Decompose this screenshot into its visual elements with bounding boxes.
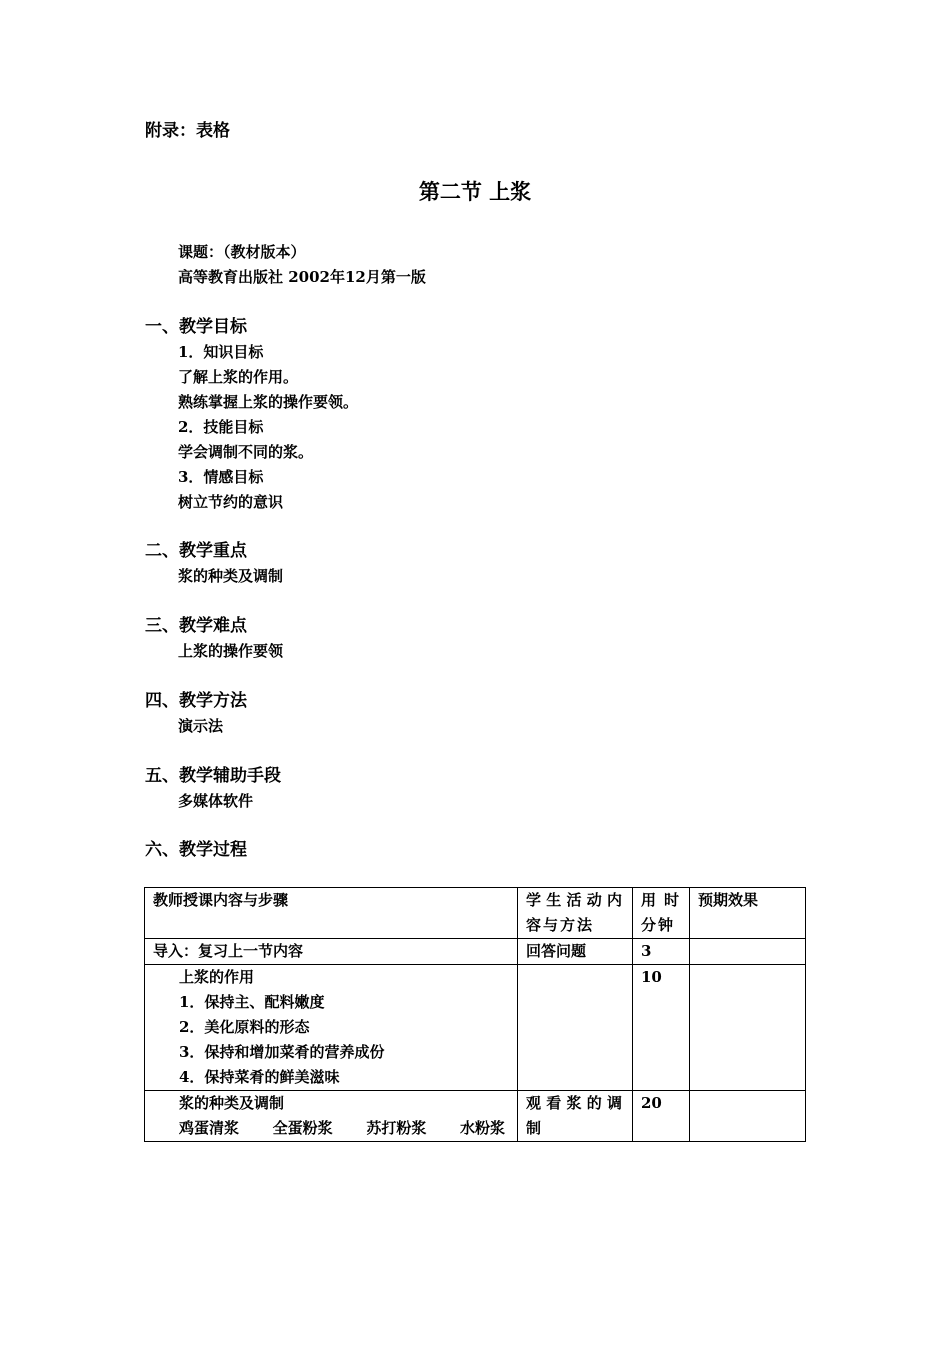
row-minutes: 3: [633, 939, 690, 965]
appendix-label: 附录：表格: [145, 121, 230, 141]
header-minutes: 用时分钟: [633, 888, 690, 939]
goals-heading: 一、教学目标: [145, 317, 247, 337]
aids-text: 多媒体软件: [178, 792, 254, 810]
content-item: 2．美化原料的形态: [179, 1018, 310, 1036]
row-student: 回答问题: [518, 939, 633, 965]
row-content: [145, 1091, 518, 1142]
table-row: [145, 939, 806, 965]
content-item: 鸡蛋清浆: [179, 1119, 240, 1137]
table-header-row: [145, 888, 806, 939]
goals-line: 1．知识目标: [178, 343, 264, 361]
content-items-line: [179, 1116, 509, 1141]
content-title: 浆的种类及调制: [179, 1094, 285, 1112]
content-title: 上浆的作用: [179, 968, 255, 986]
key-point-text: 浆的种类及调制: [178, 567, 284, 585]
row-effect: [690, 1091, 806, 1142]
course-publisher: 高等教育出版社 2002年12月第一版: [178, 268, 426, 286]
row-minutes: 10: [633, 965, 690, 1091]
goals-line: 树立节约的意识: [178, 493, 284, 511]
goals-line: 学会调制不同的浆。: [178, 443, 314, 461]
goals-line: 2．技能目标: [178, 418, 264, 436]
process-table: [144, 887, 806, 1142]
content-item: 1．保持主、配料嫩度: [179, 993, 325, 1011]
header-content: 教师授课内容与步骤: [145, 888, 518, 939]
row-minutes: 20: [633, 1091, 690, 1142]
goals-line: 熟练掌握上浆的操作要领。: [178, 393, 359, 411]
content-item: 苏打粉浆: [366, 1119, 427, 1137]
difficulty-heading: 三、教学难点: [145, 616, 247, 636]
row-student: [518, 965, 633, 1091]
key-point-heading: 二、教学重点: [145, 541, 247, 561]
content-item: 全蛋粉浆: [272, 1119, 333, 1137]
row-effect: [690, 965, 806, 1091]
header-effect: 预期效果: [690, 888, 806, 939]
method-heading: 四、教学方法: [145, 691, 247, 711]
content-item: 4．保持菜肴的鲜美滋味: [179, 1068, 340, 1086]
method-text: 演示法: [178, 717, 224, 735]
difficulty-text: 上浆的操作要领: [178, 642, 284, 660]
goals-line: 3．情感目标: [178, 468, 264, 486]
row-content: 导入：复习上一节内容: [145, 939, 518, 965]
content-item: 水粉浆: [459, 1119, 505, 1137]
course-topic: 课题：（教材版本）: [178, 243, 306, 261]
table-row: [145, 1091, 806, 1142]
goals-line: 了解上浆的作用。: [178, 368, 299, 386]
content-item: 3．保持和增加菜肴的营养成份: [179, 1043, 385, 1061]
aids-heading: 五、教学辅助手段: [145, 766, 281, 786]
page-title: 第二节 上浆: [418, 179, 532, 204]
row-student: 观看浆的调制: [518, 1091, 633, 1142]
process-heading: 六、教学过程: [145, 840, 247, 860]
table-row: [145, 965, 806, 1091]
row-effect: [690, 939, 806, 965]
header-student: 学生活动内容与方法: [518, 888, 633, 939]
row-content: [145, 965, 518, 1091]
